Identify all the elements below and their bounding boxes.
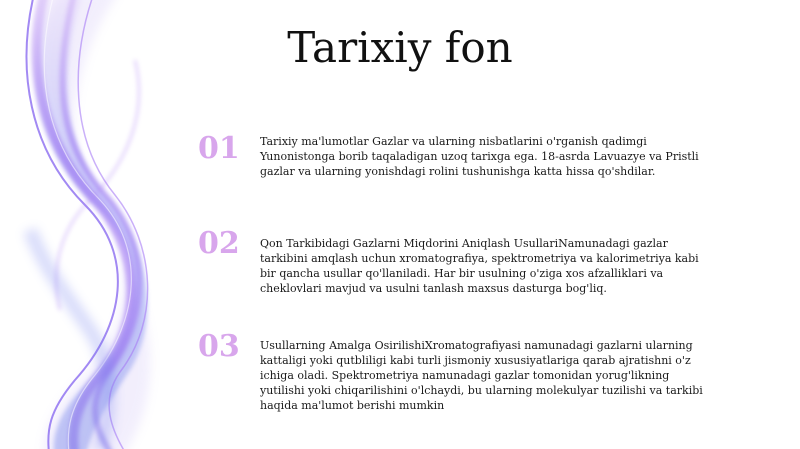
item-number: 02 — [198, 226, 240, 261]
item-text: Usullarning Amalga OsirilishiXromatografiyasi namunadagi gazlarni ularning kattaligi yoki qutbliligi kabi turli jismoniy xususiyatlariga qarab ajratishni o'z ichiga oladi. Spektrometriya namunadagi gazlar tomonidan yorug'likning yutilishi yoki chiqarilishini o'lchaydi, bu ularning molekulyar tuzilishi va tarkibi haqida ma'lumot berishi mumkin — [260, 339, 703, 412]
slide-title: Tarixiy fon — [287, 23, 513, 72]
item-number: 03 — [198, 329, 240, 364]
item-text: Qon Tarkibidagi Gazlarni Miqdorini Aniqlash UsullariNamunadagi gazlar tarkibini amqlash uchun xromatografiya, spektrometriya va kalorimetriya kabi bir qancha usullar qo'llaniladi. Har bir usulning o'ziga xos afzalliklari va cheklovlari mavjud va usulni tanlash maxsus dasturga bog'liq. — [260, 237, 699, 295]
item-text: Tarixiy ma'lumotlar Gazlar va ularning nisbatlarini o'rganish qadimgi Yunonistonga borib taqaladigan uzoq tarixga ega. 18-asrda Lavuazye va Pristli gazlar va ularning yonishdagi rolini tushunishga katta hissa qo'shdilar. — [260, 135, 699, 178]
purple-smoke-ribbon-decoration — [0, 0, 200, 449]
item-number: 01 — [198, 131, 240, 166]
